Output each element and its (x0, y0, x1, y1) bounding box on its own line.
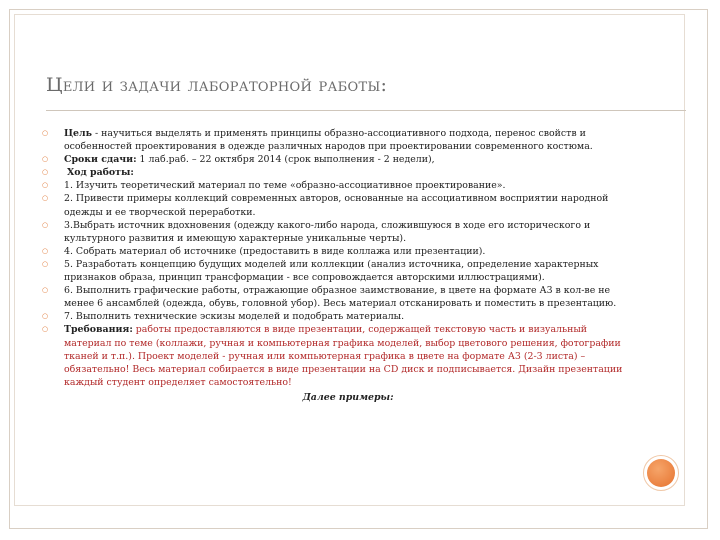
list-item-step-1 (42, 179, 632, 192)
list-item-requirements (42, 323, 632, 388)
bullet-icon: ○ (42, 168, 49, 177)
goal-text: - научиться выделять и применять принципы образно-ассоциативного подхода, перенос свойств и особенностей проектирования в одежде различных народов при проектировании современного костюма. (64, 128, 593, 153)
step-1-text: 1. Изучить теоретический материал по теме «образно-ассоциативное проектирование». (64, 180, 506, 192)
bullet-icon: ○ (42, 220, 49, 229)
list-item-progress (42, 166, 632, 179)
requirements-label: Требования: (64, 324, 133, 336)
bullet-icon: ○ (42, 325, 49, 334)
goal-label: Цель (64, 128, 92, 139)
list-item-step-4 (42, 245, 632, 258)
bullet-icon: ○ (42, 259, 49, 268)
step-4-text: 4. Собрать материал об источнике (предоставить в виде коллажа или презентации). (64, 245, 486, 257)
step-2-text: 2. Привести примеры коллекций современных авторов, основанные на ассоциативном восприятии народной одежды и ее творческой переработки. (64, 193, 609, 218)
progress-label: Ход работы: (66, 167, 134, 179)
step-3-text: 3.Выбрать источник вдохновения (одежду какого-либо народа, сложившуюся в ходе его исторического и культурного развития и имеющую характерные уникальные черты). (64, 219, 591, 244)
slide-title: Цели и задачи лабораторной работы: (46, 74, 388, 96)
list-item-deadline (42, 153, 632, 166)
bullet-icon: ○ (42, 286, 49, 295)
examples-caption: Далее примеры: (302, 391, 394, 403)
orange-circle-icon (647, 459, 675, 487)
step-6-text: 6. Выполнить графические работы, отражающие образное заимствование, в цвете на формате А3 в кол-ве не менее 6 ансамблей (одежда, обувь, головной убор). Весь материал отсканировать и поместить в презентацию. (64, 285, 617, 310)
list-item-step-6 (42, 284, 632, 310)
requirements-text: работы предоставляются в виде презентации, содержащей текстовую часть и визуальный материал по теме (коллажи, ручная и компьютерная графика моделей, выбор цветового решения, фотографии тканей и т.п.). Проект моделей - ручная или компьютерная графика в цвете на формате А3 (2-3 листа) – обязательно! Весь материал собирается в виде презентации на CD диск и подписывается. Дизайн презентации каждый студент определяет самостоятельно! (64, 324, 623, 388)
deadline-label: Сроки сдачи: (64, 154, 137, 166)
step-7-text: 7. Выполнить технические эскизы моделей и подобрать материалы. (64, 311, 405, 323)
list-item-step-3 (42, 219, 632, 245)
list-item-step-7 (42, 310, 632, 323)
step-5-text: 5. Разработать концепцию будущих моделей или коллекции (анализ источника, определение характерных признаков образа, принцип трансформации - все сопровождается авторскими иллюстрациями). (64, 258, 599, 284)
bullet-icon: ○ (42, 194, 49, 203)
slide-content (42, 127, 632, 404)
bullet-icon: ○ (42, 312, 49, 321)
bullet-icon: ○ (42, 181, 49, 190)
list-item-step-5 (42, 258, 632, 284)
title-underline (46, 110, 686, 111)
list-item-step-2 (42, 192, 632, 218)
deadline-text: 1 лаб.раб. – 22 октября 2014 (срок выполнения - 2 недели), (136, 154, 435, 166)
list-item-goal (42, 127, 632, 153)
bullet-icon: ○ (42, 129, 49, 137)
bullet-icon: ○ (42, 155, 49, 164)
bullet-icon: ○ (42, 246, 49, 255)
